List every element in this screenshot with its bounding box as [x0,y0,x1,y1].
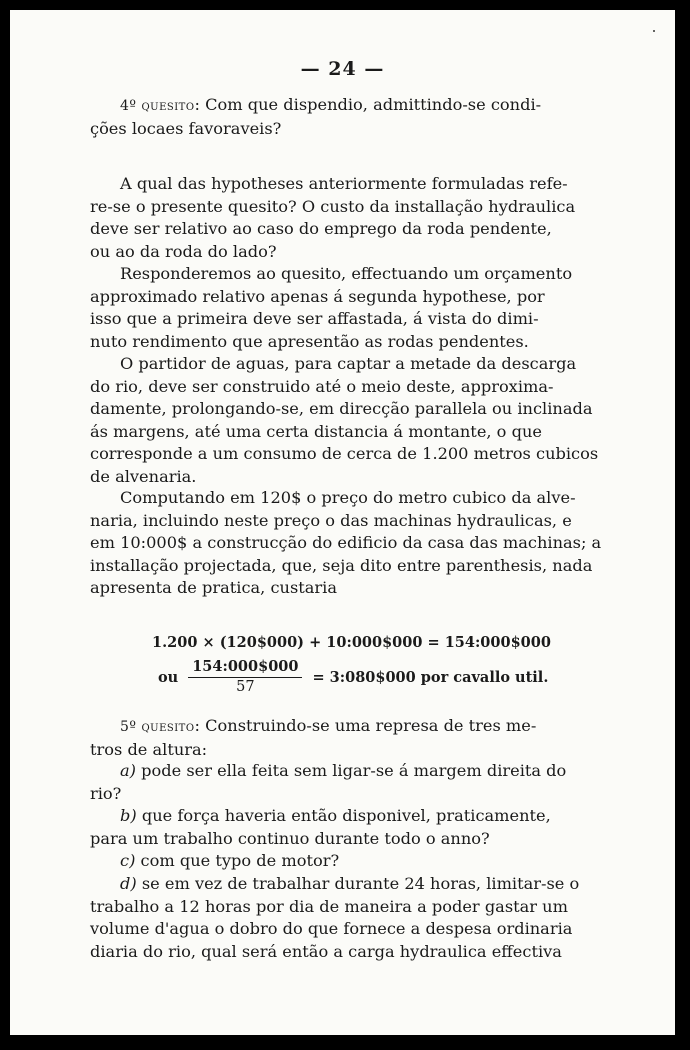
text-line: deve ser relativo ao caso do emprego da roda pendente, [90,219,552,239]
fraction [188,658,302,696]
item-marker: d) [120,873,137,893]
text-line: approximado relativo apenas á segunda hypothese, por [90,286,545,306]
item-marker: c) [120,851,136,871]
text-line: ou ao da roda do lado? [90,241,277,261]
text-line: re-se o presente quesito? O custo da installação hydraulica [90,196,576,216]
text-line: nuto rendimento que apresentão as rodas pendentes. [90,331,529,351]
page-number: — 24 — [300,58,385,80]
text-line: corresponde a um consumo de cerca de 1.200 metros cubicos [90,444,599,464]
text-line: isso que a primeira deve ser affastada, á vista do dimi- [90,309,539,329]
quesito-5-items [90,760,620,963]
quesito-4-line-1 [90,94,620,118]
text-line: A qual das hypotheses anteriormente formuladas refe- [120,174,568,193]
text-line: em 10:000$ a construcção do edificio da casa das machinas; a [90,533,602,553]
fraction-numerator: 154:000$000 [188,658,302,678]
formula-cost: 1.200 × (120$000) + 10:000$000 = 154:000$000 [152,634,551,651]
list-item-d-cont: trabalho a 12 horas por dia de maneira a poder gastar um [90,896,568,916]
text-line: do rio, deve ser construido até o meio deste, approxima- [90,376,554,396]
paragraph-partidor [90,353,620,489]
quesito-5-text: : Construindo-se uma represa de tres me- [194,716,537,735]
list-item-b [90,805,620,828]
item-text: com que typo de motor? [140,851,340,871]
item-text: se em vez de trabalhar durante 24 horas, limitar-se o [141,873,580,893]
text-line: installação projectada, que, seja dito entre parenthesis, nada [90,555,593,575]
text-line: Computando em 120$ o preço do metro cubico da alve- [120,488,576,507]
quesito-4-label: 4º quesito [120,98,195,114]
list-item-c [90,850,620,873]
quesito-4-text: : Com que dispendio, admittindo-se condi- [194,95,542,114]
paragraph-hypotheses [90,173,620,263]
quesito-5-line-2: tros de altura: [90,739,208,759]
formula-prefix: ou [158,668,179,686]
text-line: ás margens, até uma certa distancia á montante, o que [90,421,542,441]
text-line: damente, prolongando-se, em direcção parallela ou inclinada [90,399,593,419]
item-text: que força haveria então disponivel, praticamente, [141,806,551,826]
list-item-a-cont: rio? [90,783,122,803]
item-text: pode ser ella feita sem ligar-se á margem direita do [141,761,567,780]
speck [653,30,655,32]
text-line: naria, incluindo neste preço o das machinas hydraulicas, e [90,510,572,530]
formula-result: = 3:080$000 por cavallo util. [312,668,549,686]
quesito-5 [90,715,620,761]
document-page [10,10,675,1035]
text-line: de alvenaria. [90,466,197,486]
paragraph-computando [90,487,620,600]
formula-cost-per-horsepower [158,658,548,696]
paragraph-responderemos [90,263,620,353]
item-marker: a) [120,761,136,780]
quesito-4-line-2: ções locaes favoraveis? [90,118,282,138]
list-item-b-cont: para um trabalho continuo durante todo o anno? [90,828,490,848]
list-item-d-cont: volume d'agua o dobro do que fornece a despesa ordinaria [90,919,573,939]
list-item-a [90,760,620,783]
text-line: Responderemos ao quesito, effectuando um orçamento [120,264,573,283]
quesito-5-line-1 [90,715,620,739]
quesito-5-label: 5º quesito [120,719,195,735]
quesito-4 [90,94,620,140]
fraction-denominator: 57 [236,679,255,695]
item-marker: b) [120,806,137,826]
text-line: apresenta de pratica, custaria [90,578,337,598]
list-item-d [90,873,620,896]
text-line: O partidor de aguas, para captar a metade da descarga [120,354,577,373]
list-item-d-cont: diaria do rio, qual será então a carga hydraulica effectiva [90,941,562,961]
